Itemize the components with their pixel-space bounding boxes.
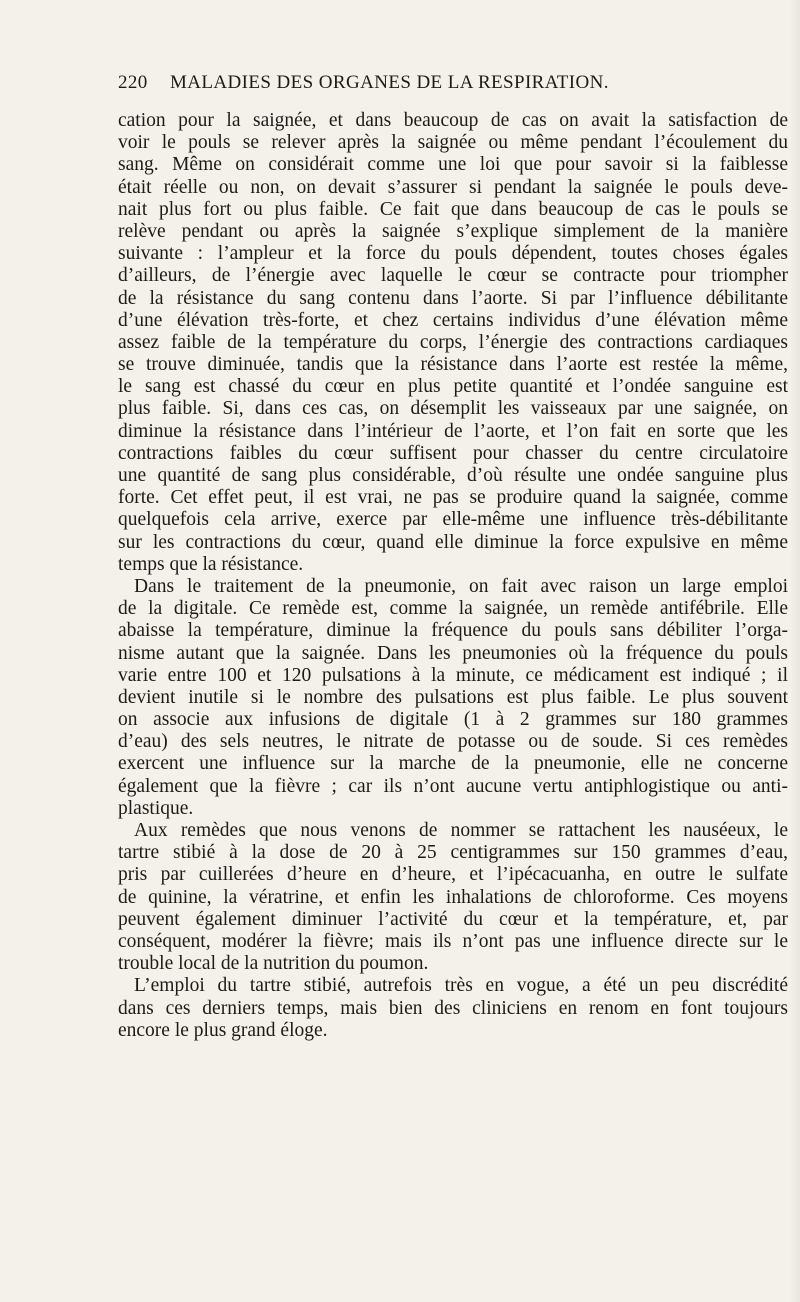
body-text <box>118 110 788 1042</box>
text-line: trouble local de la nutrition du poumon. <box>118 953 429 975</box>
text-line: plastique. <box>118 797 194 819</box>
text-line: varie entre 100 et 120 pulsations à la minute, ce médicament est indiqué ; il <box>118 664 788 686</box>
text-line: L’emploi du tartre stibié, autrefois très en vogue, a été un peu discrédité <box>134 975 788 997</box>
text-line: contractions faibles du cœur suffisent pour chasser du centre circulatoire <box>118 442 788 464</box>
text-line: abaisse la température, diminue la fréquence du pouls sans débiliter l’orga- <box>118 620 788 642</box>
text-line: le sang est chassé du cœur en plus petite quantité et l’ondée sanguine est <box>118 376 788 398</box>
text-line: d’eau) des sels neutres, le nitrate de potasse ou de soude. Si ces remèdes <box>118 731 788 753</box>
text-line: devient inutile si le nombre des pulsations est plus faible. Le plus souvent <box>118 686 788 708</box>
text-line: de quinine, la vératrine, et enfin les inhalations de chloroforme. Ces moyens <box>118 886 788 908</box>
text-line: également que la fièvre ; car ils n’ont aucune vertu antiphlogistique ou anti- <box>118 775 788 797</box>
text-line: sang. Même on considérait comme une loi que pour savoir si la faiblesse <box>118 154 788 176</box>
running-head: MALADIES DES ORGANES DE LA RESPIRATION. <box>170 72 609 93</box>
page-header <box>118 72 678 100</box>
text-line: dans ces derniers temps, mais bien des cliniciens en renom en font toujours <box>118 997 788 1019</box>
text-line: quelquefois cela arrive, exerce par elle-même une influence très-débilitante <box>118 509 788 531</box>
text-line: forte. Cet effet peut, il est vrai, ne pas se produire quand la saignée, comme <box>118 487 788 509</box>
text-line: on associe aux infusions de digitale (1 à 2 grammes sur 180 grammes <box>118 709 788 731</box>
text-line: d’ailleurs, de l’énergie avec laquelle le cœur se contracte pour triompher <box>118 265 788 287</box>
text-line: se trouve diminuée, tandis que la résistance dans l’aorte est restée la même, <box>118 354 788 376</box>
text-line: encore le plus grand éloge. <box>118 1019 328 1041</box>
text-line: diminue la résistance dans l’intérieur de l’aorte, et l’on fait en sorte que les <box>118 420 788 442</box>
text-line: tartre stibié à la dose de 20 à 25 centigrammes sur 150 grammes d’eau, <box>118 842 788 864</box>
text-line: voir le pouls se relever après la saignée ou même pendant l’écoulement du <box>118 132 788 154</box>
text-line: était réelle ou non, on devait s’assurer si pendant la saignée le pouls deve- <box>118 176 788 198</box>
page-edge-shadow <box>790 0 800 1302</box>
page-number: 220 <box>118 72 148 93</box>
text-line: de la résistance du sang contenu dans l’aorte. Si par l’influence débilitante <box>118 287 788 309</box>
text-line: nisme autant que la saignée. Dans les pneumonies où la fréquence du pouls <box>118 642 788 664</box>
text-line: cation pour la saignée, et dans beaucoup de cas on avait la satisfaction de <box>118 110 788 131</box>
text-line: temps que la résistance. <box>118 553 304 575</box>
text-line: relève pendant ou après la saignée s’explique simplement de la manière <box>118 220 788 242</box>
text-line: d’une élévation très-forte, et chez certains individus d’une élévation même <box>118 309 788 331</box>
text-line: sur les contractions du cœur, quand elle diminue la force expulsive en même <box>118 531 788 553</box>
text-line: suivante : l’ampleur et la force du pouls dépendent, toutes choses égales <box>118 243 788 265</box>
text-line: pris par cuillerées d’heure en d’heure, et l’ipécacuanha, en outre le sulfate <box>118 864 788 886</box>
text-line: Aux remèdes que nous venons de nommer se rattachent les nauséeux, le <box>134 820 788 841</box>
text-line: plus faible. Si, dans ces cas, on désemplit les vaisseaux par une saignée, on <box>118 398 788 420</box>
text-line: exercent une influence sur la marche de la pneumonie, elle ne concerne <box>118 753 788 775</box>
text-line: une quantité de sang plus considérable, d’où résulte une ondée sanguine plus <box>118 465 788 486</box>
text-line: assez faible de la température du corps, l’énergie des contractions cardiaques <box>118 331 788 353</box>
text-line: de la digitale. Ce remède est, comme la saignée, un remède antifébrile. Elle <box>118 598 788 620</box>
text-line: peuvent également diminuer l’activité du cœur et la température, et, par <box>118 908 788 930</box>
text-line: nait plus fort ou plus faible. Ce fait que dans beaucoup de cas le pouls se <box>118 198 788 220</box>
text-line: conséquent, modérer la fièvre; mais ils n’ont pas une influence directe sur le <box>118 930 788 952</box>
text-line: Dans le traitement de la pneumonie, on fait avec raison un large emploi <box>134 575 788 597</box>
